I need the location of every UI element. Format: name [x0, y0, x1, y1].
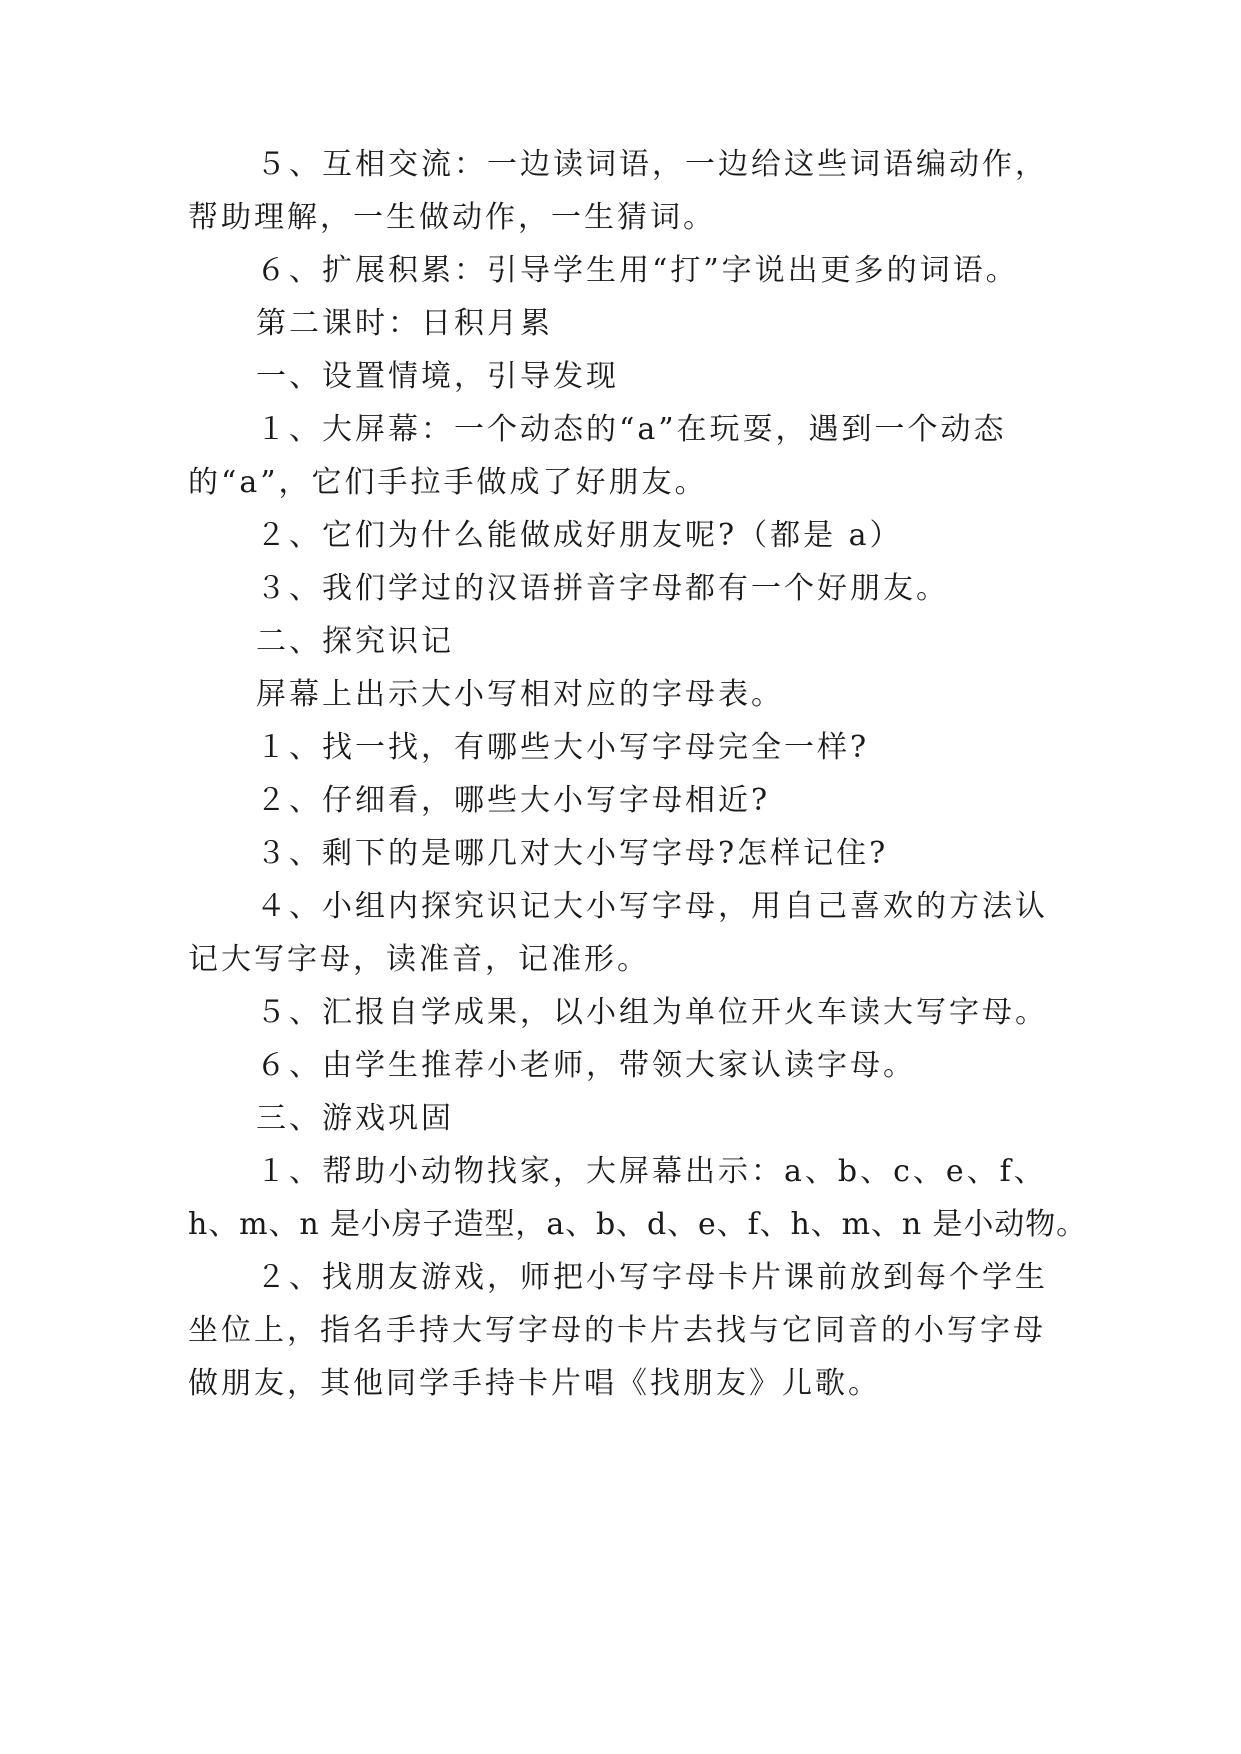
text-line: ３、我们学过的汉语拼音字母都有一个好朋友。: [256, 571, 949, 606]
text-line: 做朋友，其他同学手持卡片唱《找朋友》儿歌。: [188, 1366, 881, 1401]
text-line: h、m、n 是小房子造型，a、b、d、e、f、h、m、n 是小动物。: [188, 1207, 1088, 1242]
text-line: 记大写字母，读准音，记准形。: [188, 942, 650, 977]
text-line: ６、扩展积累：引导学生用“打”字说出更多的词语。: [256, 253, 1019, 288]
text-line: 帮助理解，一生做动作，一生猜词。: [188, 200, 716, 235]
text-line: ２、找朋友游戏，师把小写字母卡片课前放到每个学生: [256, 1260, 1048, 1295]
section-heading: 一、设置情境，引导发现: [256, 359, 619, 394]
text-line: １、大屏幕：一个动态的“a”在玩耍，遇到一个动态: [256, 412, 1007, 447]
text-line: １、帮助小动物找家，大屏幕出示：a、b、c、e、f、: [256, 1154, 1047, 1189]
text-line: １、找一找，有哪些大小写字母完全一样?: [256, 730, 870, 765]
text-line: ６、由学生推荐小老师，带领大家认读字母。: [256, 1048, 916, 1083]
text-line: ４、小组内探究识记大小写字母，用自己喜欢的方法认: [256, 889, 1048, 924]
text-line: ５、汇报自学成果，以小组为单位开火车读大写字母。: [256, 995, 1048, 1030]
text-line: ２、仔细看，哪些大小写字母相近?: [256, 783, 771, 818]
text-line: ３、剩下的是哪几对大小写字母?怎样记住?: [256, 836, 889, 871]
text-line: 的“a”，它们手拉手做成了好朋友。: [188, 465, 708, 500]
section-heading: 二、探究识记: [256, 624, 454, 659]
section-heading: 三、游戏巩固: [256, 1101, 454, 1136]
text-line: ５、互相交流：一边读词语，一边给这些词语编动作，: [256, 147, 1048, 182]
section-heading: 第二课时：日积月累: [256, 306, 553, 341]
text-line: 屏幕上出示大小写相对应的字母表。: [256, 677, 784, 712]
text-line: 坐位上，指名手持大写字母的卡片去找与它同音的小写字母: [188, 1313, 1046, 1348]
text-line: ２、它们为什么能做成好朋友呢?（都是 a）: [256, 518, 903, 553]
